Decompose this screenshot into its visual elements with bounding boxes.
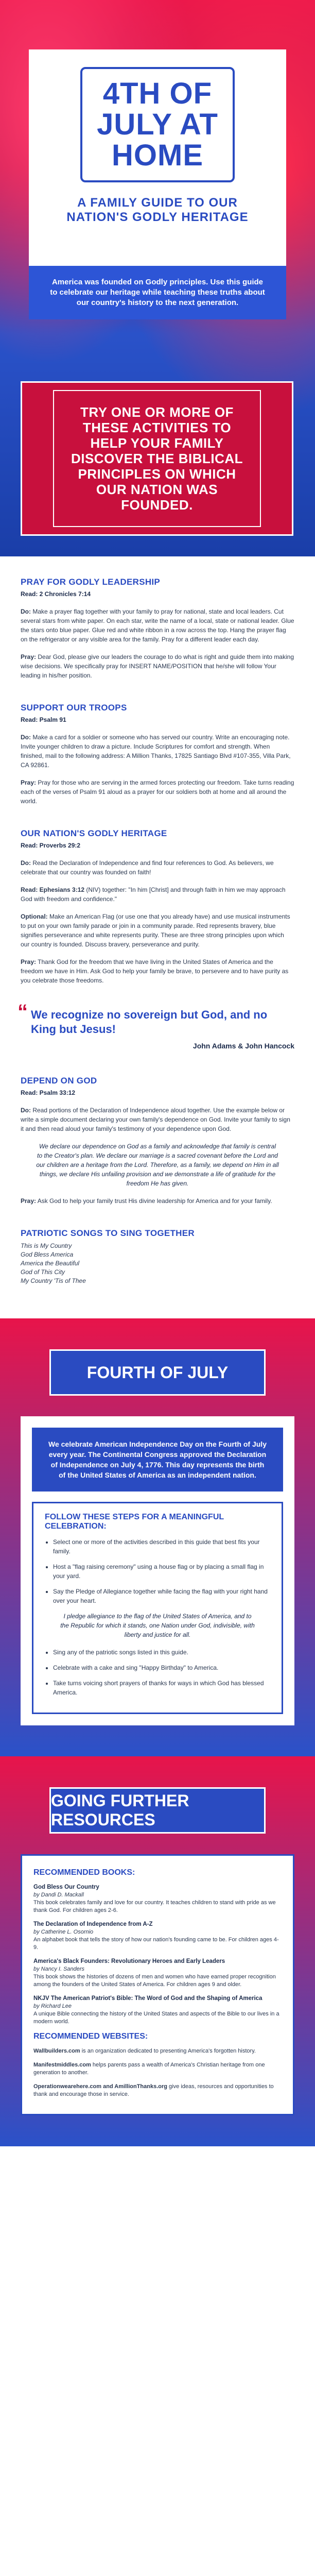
websites-title: RECOMMENDED WEBSITES: [33,2032,148,2041]
song-item: This is My Country [21,1242,72,1249]
quote-attribution: John Adams & John Hancock [192,1042,294,1050]
paragraph [21,778,294,806]
hero-intro: America was founded on Godly principles. Use this guide to celebrate our heritage while teaching these truths about our country's history to the next generation. [29,266,286,319]
title-frame [80,67,235,182]
step-item: • Host a "flag raising ceremony" using a house flag or by placing a small flag in your yard. [53,1562,270,1581]
section-title: PATRIOTIC SONGS TO SING TOGETHER [21,1228,195,1238]
title-line-1: 4TH OF [102,77,213,110]
para-text: Read the Declaration of Independence and find four references to God. As believers, we celebrate that our country was founded on faith! [21,859,274,876]
callout-text: TRY ONE OR MORE OF THESE ACTIVITIES TO HELP YOUR FAMILY DISCOVER THE BIBLICAL PRINCIPLES ON WHICH OUR NATION WAS FOUNDED. [53,390,261,527]
paragraph [21,733,294,770]
book-name: America's Black Founders: Revolutionary Heroes and Early Leaders [33,1958,225,1964]
step-item: • Select one or more of the activities described in this guide that best fits your family. [53,1537,270,1556]
books-title: RECOMMENDED BOOKS: [33,1868,135,1877]
para-text: Read portions of the Declaration of Independence aloud together. Use the example below or write a simple document declaring your own family's dependence on God. Invite your family to sign it and then read aloud your family's testimony of your dependence upon God. [21,1107,290,1132]
para-lead: Pray: [21,779,37,786]
website-desc: is an organization dedicated to presenting America's forgotten history. [80,2048,256,2054]
para-text: Make a prayer flag together with your family to pray for national, state and local leaders. Cut several stars from white paper. On each star, write the name of a local, state or national leader. Glue the stars onto blue paper. Glue red and white ribbon in a row across the top. Hang the prayer flag on the refrigerator or any visible area for the family. Pray for a different leader each day. [21,608,294,643]
quote-block [18,1001,294,1050]
resources-box [21,1854,294,2115]
para-lead: Do: [21,859,31,867]
book-name: God Bless Our Country [33,1884,99,1890]
paragraph [21,607,294,644]
song-item: My Country 'Tis of Thee [21,1277,86,1284]
quote-mark-icon: “ [18,1001,28,1023]
paragraph [21,652,294,680]
website-item [33,2083,282,2098]
title-line-3: HOME [112,139,203,172]
title-line-2: JULY AT [97,108,218,141]
resources-band [0,1756,315,2146]
book-name: The Declaration of Independence from A-Z [33,1921,153,1927]
paragraph [21,858,294,877]
steps-box [32,1502,283,1714]
step-item: • Say the Pledge of Allegiance together while facing the flag with your right hand over your heart. [53,1587,270,1605]
paragraph [21,1196,294,1206]
section-title: SUPPORT OUR TROOPS [21,703,127,713]
para-lead: Pray: [21,1197,37,1205]
para-text: Thank God for the freedom that we have living in the United States of America and the freedom we have in Him. Ask God to help your family be brave, to persevere and to have purity as you celebrate those freedoms. [21,958,289,984]
website-desc: helps parents pass a wealth of America's Christian heritage from one generation to another. [33,2062,265,2076]
section-pray-leadership [21,577,294,680]
book-author: by Richard Lee [33,2003,72,2009]
para-text: (NIV) together: "In him [Christ] and through faith in him we may approach God with freedom and confidence." [21,886,286,903]
para-lead: Do: [21,608,31,615]
paragraph [21,885,294,904]
band-body [21,1416,294,1725]
song-item: God Bless America [21,1251,74,1258]
para-lead: Read: Ephesians 3:12 [21,886,85,893]
quote-text: We recognize no sovereign but God, and no King but Jesus! [31,1008,268,1036]
step-item: • Sing any of the patriotic songs listed in this guide. [53,1648,270,1657]
steps-list-cont [45,1648,270,1697]
band-title: FOURTH OF JULY [49,1349,266,1396]
hero-subtitle: A FAMILY GUIDE TO OUR NATION'S GODLY HERITAGE [66,196,249,224]
song-list [21,1242,294,1285]
pledge-of-allegiance: I pledge allegiance to the flag of the United States of America, and to the Republic for which it stands, one Nation under God, indivisible, with liberty and justice for all. [60,1613,255,1638]
para-text: Make an American Flag (or use one that you already have) and use musical instruments to put on your own family parade or join in a community parade. Red represents bravery, blue signifies perseverance and white represents purity. These are three strong principles upon which our country is founded. Discuss bravery, perseverance and purity. [21,913,290,948]
book-name: NKJV The American Patriot's Bible: The Word of God and the Shaping of America [33,1995,262,2002]
para-lead: Optional: [21,913,48,920]
website-item [33,2061,282,2077]
section-godly-heritage [21,828,294,985]
step-item: • Celebrate with a cake and sing "Happy Birthday" to America. [53,1663,270,1672]
callout-box [21,381,293,536]
para-lead: Pray: [21,653,37,660]
section-read: Read: Psalm 91 [21,716,66,723]
family-declaration: We declare our dependence on God as a family and acknowledge that family is central to the Creator's plan. We declare our marriage is a sacred covenant before the Lord and our children are a heritage from the Lord. Therefore, as a family, we depend on Him in all things, we declare His unfailing provision and we demonstrate a life of gratitude for the freedom He has given. [36,1143,279,1187]
paragraph [21,1106,294,1133]
book-item [33,1958,282,1989]
song-item: America the Beautiful [21,1260,80,1267]
para-lead: Do: [21,734,31,741]
steps-title: FOLLOW THESE STEPS FOR A MEANINGFUL CELEBRATION: [45,1513,224,1531]
para-text: Dear God, please give our leaders the courage to do what is right and guide them into making wise decisions. We specifically pray for INSERT NAME/POSITION that he/she will follow Your leading in his/her position. [21,653,294,679]
section-read: Read: 2 Chronicles 7:14 [21,590,91,598]
para-lead: Pray: [21,958,37,965]
book-desc: This book celebrates family and love for our country. It teaches children to stand with pride as we thank God. For children ages 2-6. [33,1900,276,1913]
website-link[interactable]: Wallbuilders.com [33,2048,80,2054]
section-songs [21,1228,294,1285]
band-title: GOING FURTHER RESOURCES [49,1787,266,1834]
paragraph [21,957,294,985]
book-desc: An alphabet book that tells the story of how our nation's founding came to be. For children ages 4-9. [33,1937,279,1951]
book-desc: A unique Bible connecting the history of the United States and aspects of the Bible to our lives in a modern world. [33,2011,279,2025]
book-item [33,1995,282,2026]
section-title: PRAY FOR GODLY LEADERSHIP [21,577,161,587]
website-desc: give ideas, resources and opportunities to thank and encourage those in service. [33,2083,274,2097]
book-author: by Catherine L. Osornio [33,1929,94,1935]
section-read: Read: Proverbs 29:2 [21,842,81,849]
fourth-of-july-band [0,1318,315,1756]
content [0,556,315,1318]
book-item [33,1921,282,1952]
section-title: DEPEND ON GOD [21,1076,97,1086]
paragraph [21,912,294,949]
section-support-troops [21,703,294,806]
para-text: Pray for those who are serving in the armed forces protecting our freedom. Take turns reading each of the verses of Psalm 91 aloud as a prayer for our soldiers both at home and all around the world. [21,779,294,805]
quote [18,1001,294,1037]
steps-list [45,1537,270,1605]
para-text: Ask God to help your family trust His divine leadership for America and for your family. [36,1197,272,1205]
song-item: God of This City [21,1268,65,1276]
step-item: • Take turns voicing short prayers of thanks for ways in which God has blessed America. [53,1679,270,1697]
para-text: Make a card for a soldier or someone who has served our country. Write an encouraging note. Invite younger children to draw a picture. Include Scriptures for comfort and strength. When finished, mail to the following address: A Million Thanks, 17825 Santiago Blvd #107-355, Villa Park, CA 92861. [21,734,291,769]
book-item [33,1884,282,1914]
website-item [33,2047,282,2055]
section-read: Read: Psalm 33:12 [21,1089,76,1096]
website-link[interactable]: Operationwearehere.com and AmillionThanks.org [33,2083,167,2090]
section-depend-on-god [21,1076,294,1206]
hero-banner [0,0,315,556]
band-lead: We celebrate American Independence Day on the Fourth of July every year. The Continental Congress approved the Declaration of Independence on July 4, 1776. This day represents the birth of the United States of America as an independent nation. [32,1428,283,1492]
para-lead: Do: [21,1107,31,1114]
hero-card [29,49,286,307]
section-title: OUR NATION'S GODLY HERITAGE [21,828,167,838]
book-author: by Nancy I. Sanders [33,1966,85,1972]
book-desc: This book shows the histories of dozens of men and women who have earned proper recognition among the founders of the United States of America. For children ages 9 and older. [33,1974,276,1988]
book-author: by Dandi D. Mackall [33,1892,84,1898]
website-link[interactable]: Manifestmiddles.com [33,2062,91,2068]
